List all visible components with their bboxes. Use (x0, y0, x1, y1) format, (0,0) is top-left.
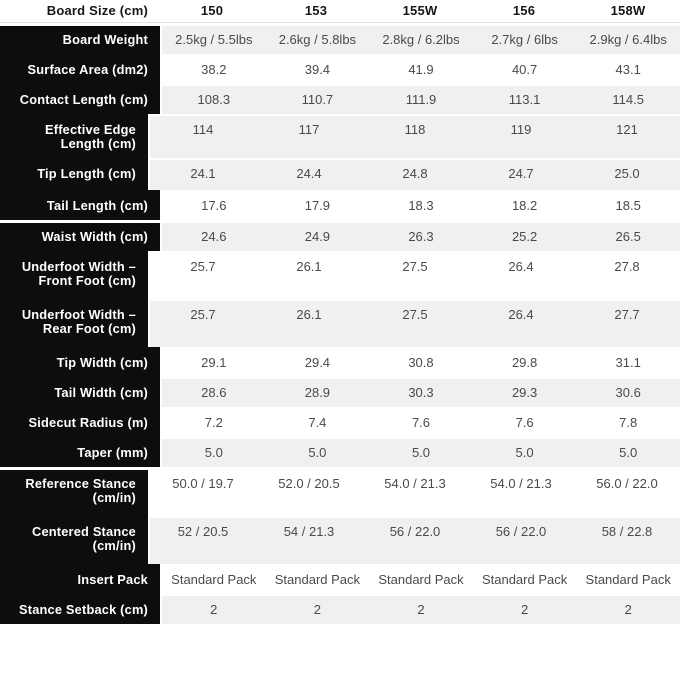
table-row-tip-width (0, 347, 680, 377)
cell-value: 38.2 (201, 62, 227, 77)
cell-value: 118 (404, 122, 426, 137)
table-row-centered-stance (0, 516, 680, 564)
cell-value: 30.3 (408, 385, 434, 400)
cell-value: 50.0 / 19.7 (172, 476, 234, 491)
header-row (0, 0, 680, 23)
cell-value: 27.7 (614, 307, 640, 322)
cell-value: 27.5 (402, 307, 428, 322)
table-section-widths (0, 223, 680, 467)
cell-value: 2.7kg / 6lbs (491, 32, 558, 47)
cell-value: Standard Pack (274, 572, 361, 587)
cell-value: 108.3 (197, 92, 231, 107)
row-label: Reference Stance (cm/in) (0, 470, 148, 516)
cell-value: 26.4 (508, 307, 534, 322)
cell-value: Standard Pack (171, 572, 257, 587)
cell-value: 54 / 21.3 (283, 524, 335, 539)
cell-value: 5.0 (411, 445, 431, 460)
cell-value: 24.4 (296, 166, 322, 181)
cell-value: 30.8 (408, 355, 434, 370)
cell-value: 18.2 (511, 198, 538, 213)
cell-value: 2.8kg / 6.2lbs (382, 32, 460, 47)
cell-value: 2.6kg / 5.8lbs (278, 32, 357, 47)
cell-value: 110.7 (301, 92, 334, 107)
table-row-contact-length (0, 84, 680, 114)
table-row-surface-area (0, 54, 680, 84)
cell-value: 17.9 (304, 198, 331, 213)
cell-value: 26.3 (408, 229, 434, 244)
cell-value: 58 / 22.8 (601, 524, 653, 539)
cell-value: 7.6 (515, 415, 534, 430)
cell-value: 25.7 (190, 307, 216, 322)
cell-value: 7.2 (204, 415, 223, 430)
table-row-insert-pack (0, 564, 680, 594)
cell-value: 114 (192, 122, 214, 137)
cell-value: 24.8 (402, 166, 428, 181)
header-columns (160, 3, 680, 18)
cell-value: 29.1 (201, 355, 227, 370)
cell-value: 18.5 (615, 198, 641, 213)
cell-value: Standard Pack (481, 572, 568, 587)
row-label: Surface Area (dm2) (0, 54, 160, 84)
col-header-153: 153 (304, 3, 328, 18)
cell-value: 2.5kg / 5.5lbs (175, 32, 253, 47)
cell-value: 27.5 (402, 259, 428, 274)
cell-value: 52 / 20.5 (177, 524, 229, 539)
row-label: Centered Stance (cm/in) (0, 516, 148, 564)
cell-value: 26.1 (296, 259, 322, 274)
row-label: Waist Width (cm) (0, 223, 160, 251)
cell-value: 7.4 (308, 415, 327, 430)
cell-value: 25.0 (614, 166, 640, 181)
cell-value: 18.3 (408, 198, 434, 213)
row-label: Board Weight (0, 26, 160, 54)
cell-value: 29.8 (511, 355, 538, 370)
cell-value: 26.5 (615, 229, 641, 244)
cell-value: 111.9 (405, 92, 437, 107)
cell-value: 5.0 (308, 445, 327, 460)
cell-value: 5.0 (515, 445, 534, 460)
cell-value: 121 (616, 122, 638, 137)
table-row-reference-stance (0, 470, 680, 516)
row-label: Contact Length (cm) (0, 84, 160, 114)
row-label: Effective Edge Length (cm) (0, 114, 148, 158)
cell-value: 26.4 (508, 259, 534, 274)
cell-value: Standard Pack (585, 572, 671, 587)
table-row-stance-setback (0, 594, 680, 624)
cell-value: 24.6 (201, 229, 227, 244)
table-row-tail-width (0, 377, 680, 407)
cell-value: 17.6 (201, 198, 227, 213)
row-label: Tip Length (cm) (0, 158, 148, 190)
cell-value: 56.0 / 22.0 (596, 476, 658, 491)
table-row-effective-edge-length (0, 114, 680, 158)
row-label: Tip Width (cm) (0, 347, 160, 377)
table-section-dimensions (0, 26, 680, 220)
table-section-stance (0, 470, 680, 624)
cell-value: 113.1 (508, 92, 541, 107)
cell-value: 114.5 (612, 92, 644, 107)
cell-value: 24.7 (508, 166, 534, 181)
cell-value: 5.0 (204, 445, 223, 460)
cell-value: 7.8 (619, 415, 638, 430)
table-row-tail-length (0, 190, 680, 220)
table-row-taper (0, 437, 680, 467)
header-label: Board Size (cm) (46, 3, 148, 18)
cell-value: 2 (624, 602, 632, 617)
col-header-158w: 158W (610, 3, 646, 18)
table-row-sidecut-radius (0, 407, 680, 437)
table-row-waist-width (0, 223, 680, 251)
cell-value: 43.1 (615, 62, 641, 77)
row-label: Tail Width (cm) (0, 377, 160, 407)
cell-value: 56 / 22.0 (495, 524, 547, 539)
cell-value: 5.0 (619, 445, 638, 460)
cell-value: 7.6 (411, 415, 431, 430)
table-row-underfoot-width-front (0, 251, 680, 299)
cell-value: 119 (510, 122, 532, 137)
cell-value: 54.0 / 21.3 (490, 476, 552, 491)
cell-value: 28.6 (201, 385, 227, 400)
row-label: Taper (mm) (0, 437, 160, 467)
row-label: Insert Pack (0, 564, 160, 594)
cell-value: 27.8 (614, 259, 640, 274)
cell-value: Standard Pack (378, 572, 464, 587)
cell-value: 29.3 (511, 385, 538, 400)
cell-value: 2 (210, 602, 218, 617)
table-row-tip-length (0, 158, 680, 190)
cell-value: 39.4 (304, 62, 331, 77)
cell-value: 28.9 (304, 385, 331, 400)
cell-value: 52.0 / 20.5 (278, 476, 340, 491)
col-header-156: 156 (512, 3, 536, 18)
cell-value: 2 (313, 602, 321, 617)
row-label: Underfoot Width – Front Foot (cm) (0, 251, 148, 299)
cell-value: 24.1 (190, 166, 216, 181)
cell-value: 30.6 (615, 385, 641, 400)
cell-value: 2.9kg / 6.4lbs (589, 32, 667, 47)
col-header-150: 150 (200, 3, 224, 18)
cell-value: 40.7 (511, 62, 538, 77)
col-header-155w: 155W (402, 3, 438, 18)
cell-value: 2 (520, 602, 529, 617)
cell-value: 2 (417, 602, 425, 617)
row-label: Tail Length (cm) (0, 190, 160, 220)
cell-value: 29.4 (304, 355, 331, 370)
row-label: Underfoot Width – Rear Foot (cm) (0, 299, 148, 347)
cell-value: 41.9 (408, 62, 434, 77)
cell-value: 31.1 (615, 355, 641, 370)
row-label: Stance Setback (cm) (0, 594, 160, 624)
cell-value: 24.9 (304, 229, 331, 244)
cell-value: 54.0 / 21.3 (384, 476, 446, 491)
cell-value: 25.7 (190, 259, 216, 274)
table-row-board-weight (0, 26, 680, 54)
cell-value: 56 / 22.0 (389, 524, 441, 539)
row-label: Sidecut Radius (m) (0, 407, 160, 437)
cell-value: 25.2 (511, 229, 538, 244)
cell-value: 26.1 (296, 307, 322, 322)
cell-value: 117 (298, 122, 320, 137)
table-row-underfoot-width-rear (0, 299, 680, 347)
